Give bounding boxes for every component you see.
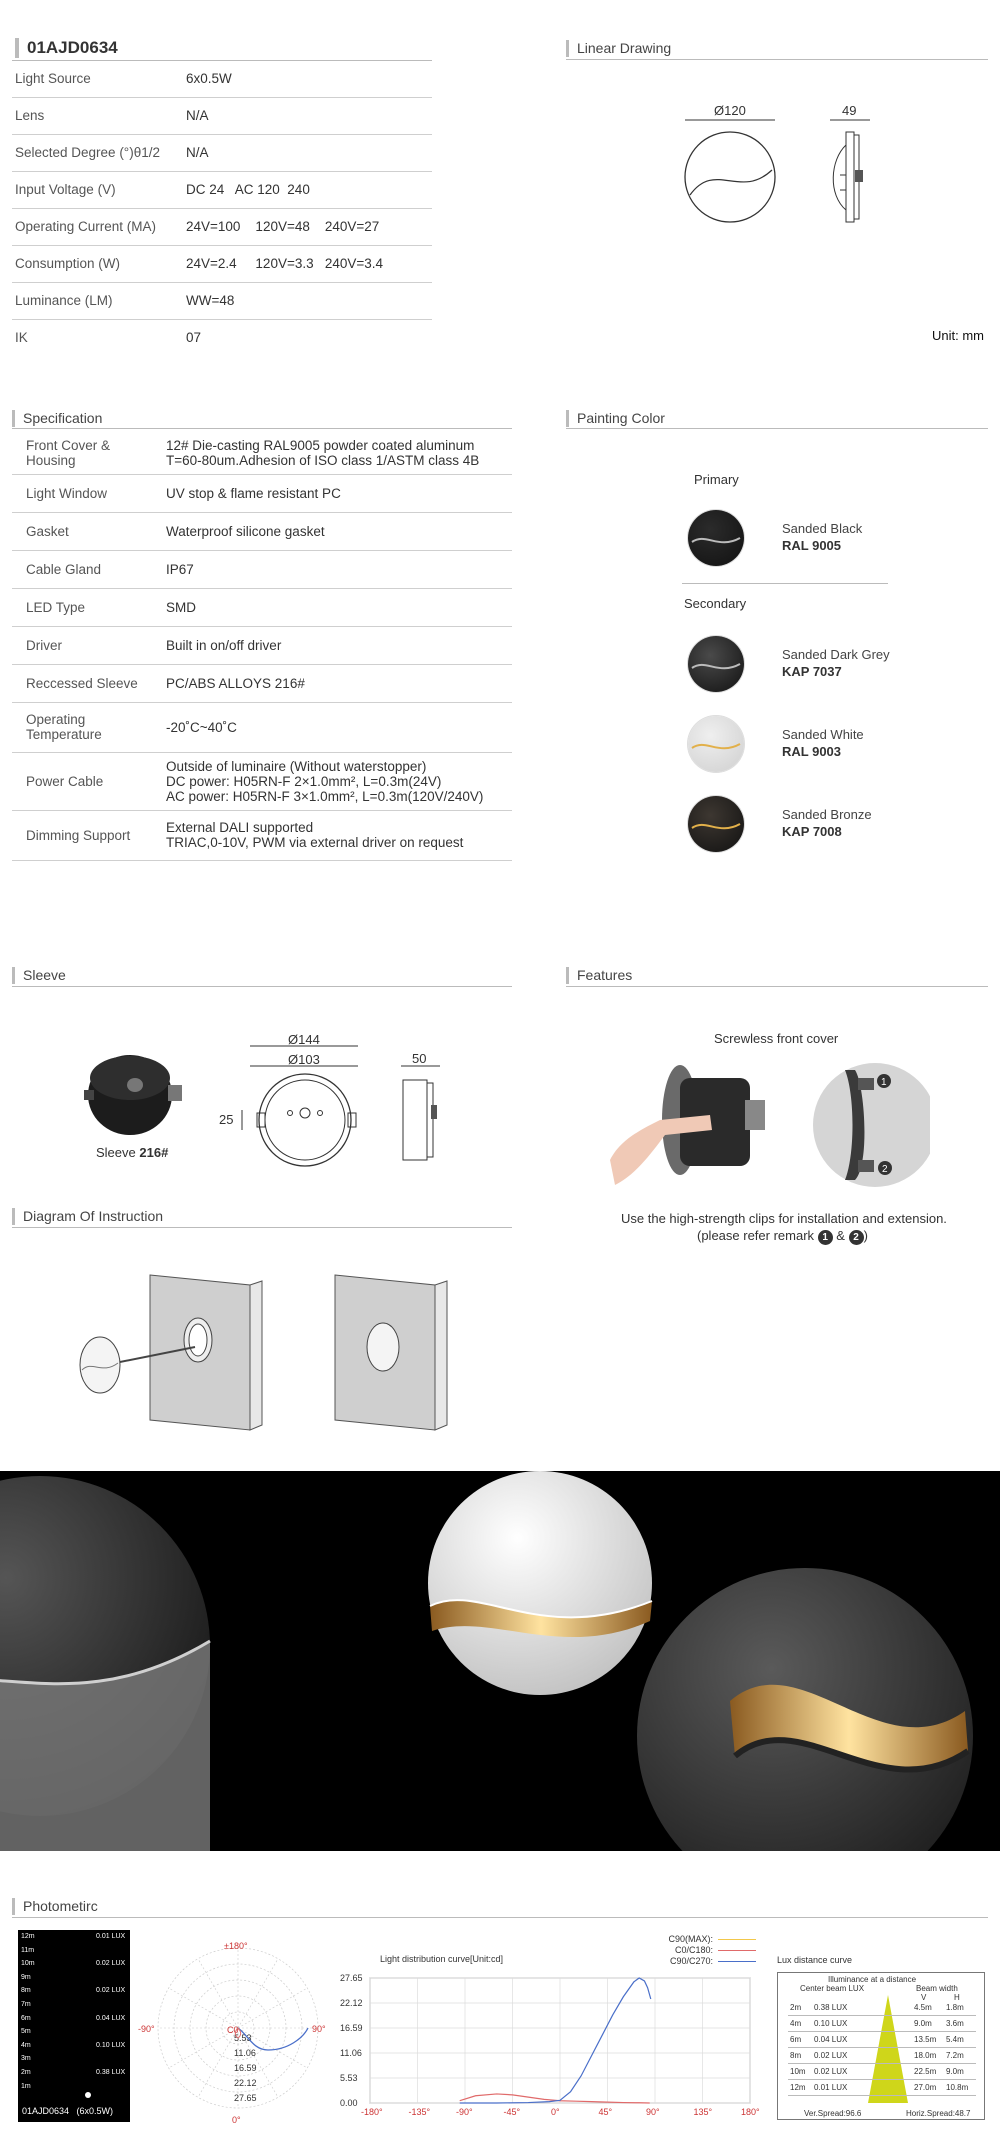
spec-row-divider — [12, 810, 512, 811]
lux-header-v: V — [921, 1993, 927, 2002]
spec-row-value: PC/ABS ALLOYS 216# — [166, 675, 305, 691]
isolux-distance: 2m — [21, 2069, 31, 2076]
lux-row-v: 22.5m — [914, 2067, 937, 2076]
spec-row-label: Reccessed Sleeve — [26, 675, 138, 691]
lux-row-value: 0.10 LUX — [814, 2019, 848, 2028]
spec-row-divider — [12, 550, 512, 551]
y-tick-label: 16.59 — [340, 2023, 363, 2033]
polar-ring-label: 11.06 — [234, 2048, 256, 2058]
basic-spec-value: 07 — [186, 330, 202, 345]
swatch-wave — [688, 716, 744, 772]
isolux-distance: 11m — [21, 1946, 35, 1954]
lux-row-v: 4.5m — [914, 2003, 932, 2012]
section-title-sleeve: Sleeve — [12, 967, 66, 984]
color-name — [782, 806, 872, 840]
spec-row-value: 12# Die-casting RAL9005 powder coated aluminum T=60-80um.Adhesion of ISO class 1/ASTM class 4B — [166, 438, 480, 468]
basic-spec-value: DC 24 AC 120 240 — [186, 182, 310, 197]
section-title-photometric: Photometirc — [12, 1898, 98, 1915]
y-tick-label: 0.00 — [340, 2098, 358, 2108]
color-swatch — [688, 636, 744, 692]
y-tick-label: 5.53 — [340, 2073, 358, 2083]
spec-row-label: Operating Temperature — [26, 712, 102, 742]
sleeve-photo — [80, 1040, 190, 1140]
color-name-text: Sanded Black — [782, 521, 863, 536]
linear-drawing-depth-label: 49 — [842, 103, 857, 118]
spec-row-divider — [12, 626, 512, 627]
color-code-text: RAL 9005 — [782, 538, 842, 553]
spec-row-label: Gasket — [26, 523, 69, 539]
hero-illustration — [0, 1471, 1000, 1851]
linear-drawing-diameter-label: Ø120 — [714, 103, 746, 118]
isolux-value: 0.38 LUX — [96, 2069, 126, 2076]
x-tick-label: 135° — [693, 2107, 713, 2117]
basic-spec-value: 24V=2.4 120V=3.3 240V=3.4 — [186, 256, 384, 271]
basic-spec-value: 24V=100 120V=48 240V=27 — [186, 219, 380, 234]
lux-row-distance: 6m — [790, 2035, 802, 2044]
x-tick-label: 90° — [646, 2107, 660, 2117]
product-code-rule — [12, 60, 432, 61]
unit-label: Unit: mm — [932, 328, 984, 343]
section-title-features: Features — [566, 967, 632, 984]
primary-divider — [682, 583, 888, 584]
primary-label: Primary — [694, 472, 739, 487]
lux-row-h: 1.8m — [946, 2003, 964, 2012]
sleeve-height-label: 25 — [219, 1112, 234, 1127]
spec-row-value: IP67 — [166, 561, 194, 577]
color-name — [782, 726, 864, 760]
legend-label: C90(MAX): — [668, 1934, 713, 1944]
polar-label-right: 90° — [312, 2024, 326, 2034]
basic-spec-divider — [12, 282, 432, 283]
lux-header-beam: Beam width — [916, 1984, 958, 1993]
basic-spec-label: Light Source — [15, 71, 91, 86]
basic-spec-divider — [12, 134, 432, 135]
basic-spec-value: 6x0.5W — [186, 71, 232, 86]
basic-spec-divider — [12, 208, 432, 209]
x-tick-label: 180° — [741, 2107, 760, 2117]
spec-row-value: Waterproof silicone gasket — [166, 523, 325, 539]
lux-header-center: Center beam LUX — [800, 1984, 865, 1993]
isolux-distance: 6m — [21, 2014, 31, 2022]
section-rule-features — [566, 986, 988, 987]
basic-spec-label: Operating Current (MA) — [15, 219, 157, 234]
section-title-linear-drawing: Linear Drawing — [566, 40, 671, 57]
color-name-text: Sanded Dark Grey — [782, 647, 890, 662]
isolux-value: 0.10 LUX — [96, 2041, 126, 2049]
y-tick-label: 22.12 — [340, 1998, 363, 2008]
color-name — [782, 646, 890, 680]
isolux-distance: 10m — [21, 1960, 35, 1968]
color-code-text: KAP 7008 — [782, 824, 842, 839]
features-photo — [600, 1060, 930, 1190]
isolux-distance: 4m — [21, 2041, 31, 2049]
spec-row-value: Outside of luminaire (Without waterstopper) DC power: H05RN-F 2×1.0mm², L=0.3m(24V) AC power: H05RN-F 3×1.0mm², L=0.3m(120V/240V) — [166, 758, 484, 804]
lux-header-1: Illuminance at a distance — [828, 1975, 917, 1984]
spec-row-value: UV stop & flame resistant PC — [166, 485, 341, 501]
lux-footer-v: Ver.Spread:96.6 — [804, 2109, 862, 2118]
spec-row-label: Light Window — [26, 485, 108, 501]
spec-row-value: -20˚C~40˚C — [166, 719, 237, 735]
lux-row-divider — [788, 2063, 976, 2064]
isolux-distance: 7m — [21, 2001, 31, 2008]
lux-row-v: 27.0m — [914, 2083, 937, 2092]
swatch-wave — [688, 510, 744, 566]
polar-chart — [138, 1940, 338, 2125]
lux-row-distance: 12m — [790, 2083, 806, 2092]
polar-label-center: C0 — [227, 2025, 239, 2035]
color-code-text: RAL 9003 — [782, 744, 842, 759]
color-swatch — [688, 796, 744, 852]
swatch-wave — [688, 796, 744, 852]
basic-spec-divider — [12, 97, 432, 98]
section-rule-photometric — [12, 1917, 988, 1918]
section-rule-specification — [12, 428, 512, 429]
color-name — [782, 520, 862, 554]
basic-spec-divider — [12, 319, 432, 320]
secondary-label: Secondary — [684, 596, 747, 611]
lux-row-value: 0.02 LUX — [814, 2067, 848, 2076]
sleeve-caption: Sleeve 216# — [96, 1145, 169, 1160]
product-hero-image — [0, 1471, 1000, 1851]
isolux-value: 0.01 LUX — [96, 1933, 126, 1940]
sleeve-outer-diameter: Ø144 — [288, 1032, 320, 1047]
lux-row-value: 0.04 LUX — [814, 2035, 848, 2044]
spec-row-label: Front Cover & Housing — [26, 438, 111, 468]
basic-spec-value: N/A — [186, 108, 209, 123]
lux-row-divider — [788, 2079, 976, 2080]
svg-text:2: 2 — [882, 1164, 888, 1175]
product-code: 01AJD0634 — [15, 38, 118, 58]
isolux-panel — [18, 1930, 130, 2122]
lux-table — [777, 1972, 985, 2120]
isolux-distance: 3m — [21, 2055, 31, 2063]
color-swatch — [688, 716, 744, 772]
series-line — [460, 1978, 651, 2103]
spec-row-label: Cable Gland — [26, 561, 102, 577]
features-note-line1: Use the high-strength clips for installation and extension. — [621, 1211, 947, 1226]
color-name-text: Sanded White — [782, 727, 864, 742]
lux-row-v: 9.0m — [914, 2019, 932, 2028]
lux-row-distance: 4m — [790, 2019, 802, 2028]
features-subtitle: Screwless front cover — [714, 1031, 839, 1046]
section-title-specification: Specification — [12, 410, 102, 427]
lux-row-value: 0.38 LUX — [814, 2003, 848, 2012]
x-tick-label: -45° — [503, 2107, 521, 2117]
spec-row-label: LED Type — [26, 599, 86, 615]
svg-text:1: 1 — [881, 1077, 887, 1088]
sleeve-inner-diameter: Ø103 — [288, 1052, 320, 1067]
series-line — [460, 2094, 650, 2103]
polar-label-bottom: 0° — [232, 2115, 241, 2125]
basic-spec-label: Selected Degree (°)θ1/2 — [15, 145, 160, 160]
isolux-value: 0.02 LUX — [96, 1987, 126, 1995]
lux-row-value: 0.01 LUX — [814, 2083, 848, 2092]
light-distribution-chart — [340, 1948, 760, 2123]
polar-ring-label: 16.59 — [234, 2063, 257, 2073]
spec-row-divider — [12, 588, 512, 589]
lux-row-value: 0.02 LUX — [814, 2051, 848, 2060]
lux-row-distance: 2m — [790, 2003, 802, 2012]
swatch-wave — [688, 636, 744, 692]
polar-ring-label: 22.12 — [234, 2078, 257, 2088]
color-swatch — [688, 510, 744, 566]
section-title-painting-color: Painting Color — [566, 410, 665, 427]
legend-label: C90/C270: — [669, 1956, 713, 1966]
color-code-text: KAP 7037 — [782, 664, 842, 679]
lux-beam-cone — [864, 1993, 912, 2105]
isolux-distance: 9m — [21, 1973, 31, 1981]
section-rule-sleeve — [12, 986, 512, 987]
section-rule-linear-drawing — [566, 59, 988, 60]
lux-table-title: Lux distance curve — [777, 1955, 853, 1965]
spec-row-label: Driver — [26, 637, 62, 653]
legend-swatch — [718, 1939, 756, 1940]
sleeve-depth-label: 50 — [412, 1051, 427, 1066]
lux-footer-h: Horiz.Spread:48.7 — [906, 2109, 971, 2118]
isolux-distance: 12m — [21, 1933, 35, 1940]
spec-row-divider — [12, 512, 512, 513]
spec-row-divider — [12, 752, 512, 753]
y-tick-label: 27.65 — [340, 1973, 363, 1983]
sleeve-drawing — [235, 1045, 445, 1170]
isolux-value: 0.04 LUX — [96, 2014, 126, 2022]
lux-row-distance: 10m — [790, 2067, 806, 2076]
features-note-line2: (please refer remark 1 & 2 ) — [697, 1228, 868, 1243]
instruction-diagram — [70, 1265, 470, 1435]
x-tick-label: -180° — [361, 2107, 383, 2117]
isolux-footer: 01AJD0634 (6x0.5W) — [22, 2106, 114, 2116]
basic-spec-label: IK — [15, 330, 28, 345]
spec-row-divider — [12, 664, 512, 665]
lux-row-divider — [788, 2031, 976, 2032]
lux-row-divider — [788, 2015, 976, 2016]
x-tick-label: -135° — [408, 2107, 431, 2117]
spec-row-value: Built in on/off driver — [166, 637, 282, 653]
isolux-distance: 1m — [21, 2082, 31, 2090]
isolux-distance: 5m — [21, 2028, 31, 2036]
spec-row-value: External DALI supported TRIAC,0-10V, PWM via external driver on request — [166, 820, 464, 850]
lux-row-h: 9.0m — [946, 2067, 964, 2076]
x-tick-label: 0° — [551, 2107, 560, 2117]
polar-ring-label: 5.53 — [234, 2033, 252, 2043]
spec-row-label: Power Cable — [26, 773, 104, 789]
basic-spec-label: Input Voltage (V) — [15, 182, 116, 197]
lux-row-h: 7.2m — [946, 2051, 964, 2060]
lux-row-divider — [788, 2047, 976, 2048]
section-title-instruction: Diagram Of Instruction — [12, 1208, 163, 1225]
x-tick-label: -90° — [456, 2107, 473, 2117]
isolux-distance: 8m — [21, 1987, 31, 1995]
remark-marker-1: 1 — [818, 1230, 833, 1245]
spec-row-divider — [12, 474, 512, 475]
polar-ring-label: 27.65 — [234, 2093, 257, 2103]
section-rule-instruction — [12, 1227, 512, 1228]
lux-header-h: H — [954, 1993, 960, 2002]
linear-drawing-figure — [670, 115, 930, 235]
spec-row-label: Dimming Support — [26, 827, 131, 843]
lux-row-h: 3.6m — [946, 2019, 964, 2028]
polar-label-top: ±180° — [224, 1941, 248, 1951]
basic-spec-value: N/A — [186, 145, 209, 160]
basic-spec-divider — [12, 171, 432, 172]
chart-title: Light distribution curve[Unit:cd] — [380, 1954, 504, 1964]
basic-spec-label: Consumption (W) — [15, 256, 121, 271]
x-tick-label: 45° — [598, 2107, 613, 2117]
lux-row-distance: 8m — [790, 2051, 802, 2060]
lux-row-v: 18.0m — [914, 2051, 937, 2060]
polar-label-left: -90° — [138, 2024, 155, 2034]
basic-spec-value: WW=48 — [186, 293, 235, 308]
lux-row-h: 10.8m — [946, 2083, 969, 2092]
color-name-text: Sanded Bronze — [782, 807, 872, 822]
isolux-glow — [78, 2085, 98, 2105]
spec-row-divider — [12, 860, 512, 861]
lux-row-v: 13.5m — [914, 2035, 937, 2044]
remark-marker-2: 2 — [849, 1230, 864, 1245]
basic-spec-divider — [12, 245, 432, 246]
legend-label: C0/C180: — [674, 1945, 713, 1955]
isolux-value: 0.02 LUX — [96, 1960, 126, 1968]
basic-spec-label: Lens — [15, 108, 45, 123]
y-tick-label: 11.06 — [340, 2048, 362, 2058]
lux-row-divider — [788, 2095, 976, 2096]
lux-row-h: 5.4m — [946, 2035, 964, 2044]
spec-row-value: SMD — [166, 599, 196, 615]
basic-spec-label: Luminance (LM) — [15, 293, 113, 308]
spec-row-divider — [12, 702, 512, 703]
section-rule-painting-color — [566, 428, 988, 429]
